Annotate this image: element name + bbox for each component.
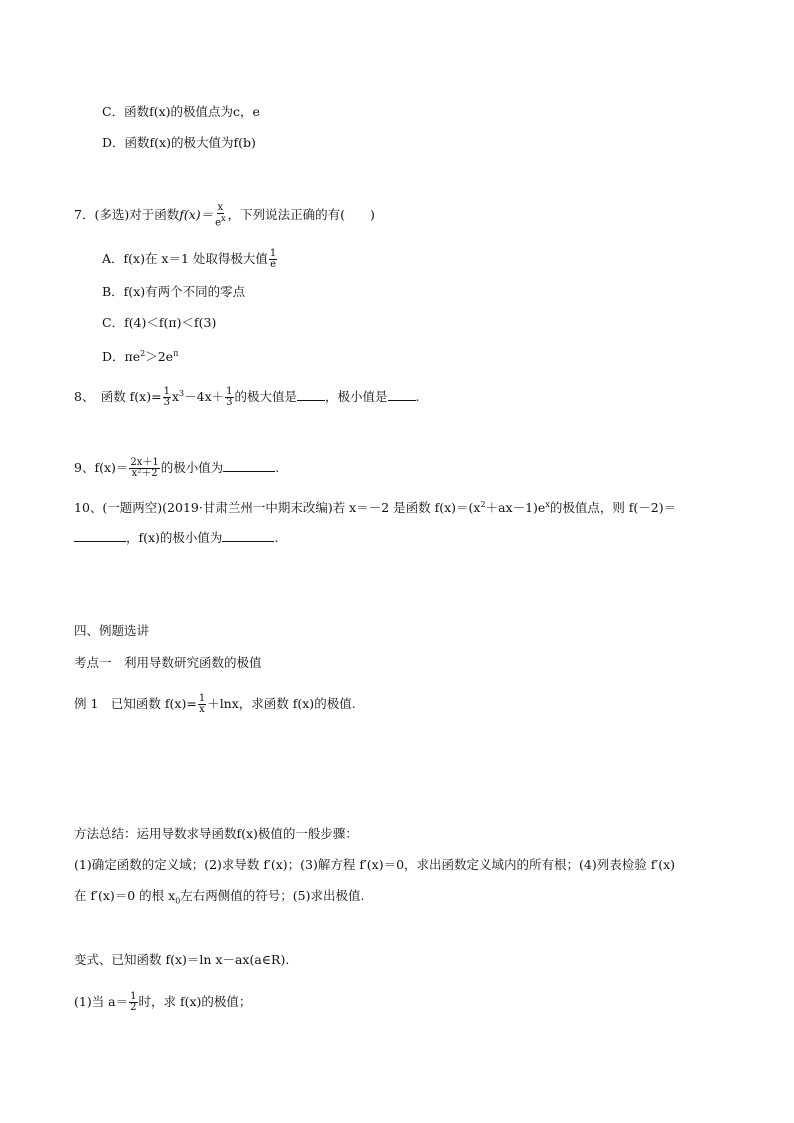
q7-optA-fraction: $\frac{1}{e}$: [269, 248, 277, 270]
method-line-2: 在 f′(x)＝0 的根 $x_0$左右两侧值的符号；(5)求出极值.: [74, 888, 365, 906]
q8-answer-blank-1[interactable]: [297, 389, 325, 401]
q8-frac2: $\frac{1}{3}$: [226, 386, 233, 409]
example-1-fraction: $\frac{1}{x}$: [198, 693, 206, 715]
q10-answer-blank-2[interactable]: [222, 530, 274, 542]
method-line-1: (1)确定函数的定义域；(2)求导数 f′(x)；(3)解方程 f′(x)＝0，求出函数定义域内的所有根；(4)列表检验 f′(x): [74, 857, 676, 872]
variant-fraction: $\frac{1}{2}$: [130, 991, 137, 1013]
q7-frac-den: $e^x$: [215, 214, 226, 229]
q8-answer-blank-2[interactable]: [388, 389, 416, 401]
example-1: 例 1 已知函数 f(x)= $\frac{1}{x}$ ＋lnx，求函数 f(x)的极值.: [74, 693, 356, 715]
q7-fraction: [214, 203, 226, 228]
q7-suffix: ，下列说法正确的有( ): [227, 207, 375, 223]
q9-fraction: $\frac{2x+1}{\text{x²＋2}}$: [130, 457, 159, 479]
q6-option-c: C．函数f(x)的极值点为c，e: [102, 104, 260, 119]
q7-stem: [74, 203, 375, 228]
q7-option-d: D．$\pi e^2>2e^\pi$: [102, 349, 179, 365]
q7-frac-num: x: [217, 202, 224, 213]
q7-fx: f(x)＝: [179, 207, 214, 223]
q8-frac1: $\frac{1}{3}$: [163, 386, 170, 409]
q7-option-c: C．f(4)＜f(π)＜f(3): [102, 315, 217, 330]
q10-line2: ，f(x)的极小值为 .: [74, 530, 278, 546]
q7-option-b: B．f(x)有两个不同的零点: [102, 284, 246, 299]
q9-answer-blank[interactable]: [223, 460, 275, 472]
variant-title: 变式、已知函数 f(x)＝ln x－ax(a∈R).: [74, 952, 290, 967]
q7-prefix: 7．(多选)对于函数: [74, 207, 180, 223]
exam-point-1: 考点一 利用导数研究函数的极值: [74, 655, 262, 670]
q8-stem: 8、 函数 f(x)= $\frac{1}{3}$ $x^3-4x+$ $\frac{1}{3}$ 的极大值是 ，极小值是 .: [74, 386, 420, 409]
q10-line1: 10、(一题两空)(2019·甘肃兰州一中期末改编)若 x＝－2 是函数 $f(x)=(x^2+ax-1)e^x$的极值点，则 f(－2)＝: [74, 500, 677, 516]
q7-option-a: A．f(x)在 x＝1 处取得极大值 $\frac{1}{e}$: [102, 248, 277, 270]
section-heading: 四、例题选讲: [74, 623, 150, 638]
q10-answer-blank-1[interactable]: [74, 530, 126, 542]
method-title: 方法总结：运用导数求导函数f(x)极值的一般步骤：: [74, 826, 358, 841]
q6-option-d: D．函数f(x)的极大值为f(b): [102, 135, 256, 150]
variant-part-1: (1)当 a＝ $\frac{1}{2}$ 时，求 f(x)的极值；: [74, 991, 252, 1013]
q9-stem: 9、f(x)＝ $\frac{2x+1}{\text{x²＋2}}$ 的极小值为 .: [74, 457, 280, 479]
